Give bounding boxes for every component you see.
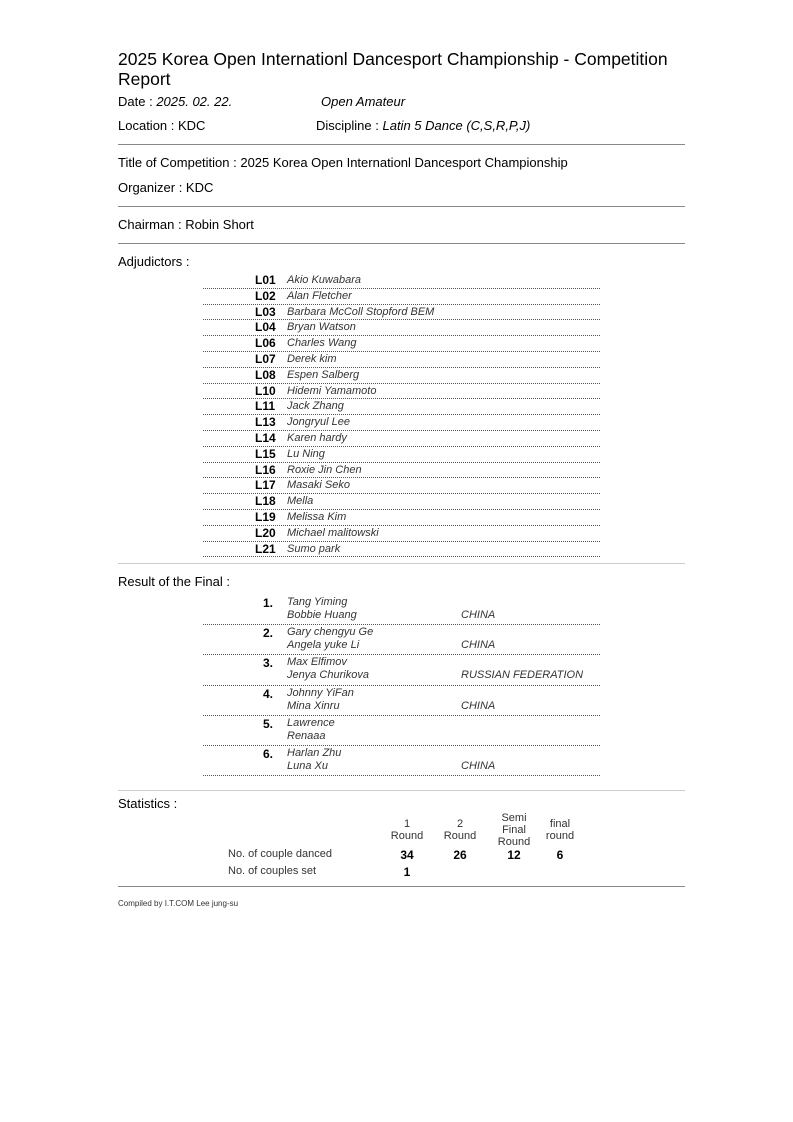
divider xyxy=(118,563,685,564)
follower-name: Jenya Churikova xyxy=(287,669,369,682)
stats-value: 34 xyxy=(400,848,414,862)
result-position: 6. xyxy=(263,746,274,761)
country: CHINA xyxy=(461,699,496,712)
country: CHINA xyxy=(461,639,496,652)
discipline-value: Latin 5 Dance (C,S,R,P,J) xyxy=(382,118,531,133)
adjudicator-code: L06 xyxy=(255,336,276,351)
adjudicator-name: Jack Zhang xyxy=(287,400,344,413)
statistics-heading: Statistics : xyxy=(118,796,178,811)
stats-value: 1 xyxy=(403,865,411,879)
adjudicator-row xyxy=(203,368,600,384)
leader-name: Gary chengyu Ge xyxy=(287,626,374,639)
adjudicator-name: Bryan Watson xyxy=(287,321,356,334)
follower-name: Mina Xinru xyxy=(287,699,340,712)
date-label: Date : xyxy=(118,94,153,109)
divider xyxy=(118,206,685,207)
result-position: 1. xyxy=(263,596,274,610)
stats-column-header: final round xyxy=(545,818,575,842)
final-results-list xyxy=(203,595,600,776)
adjudicator-code: L08 xyxy=(255,367,276,382)
adjudicator-row xyxy=(203,384,600,400)
leader-name: Tang Yiming xyxy=(287,596,348,608)
discipline-row xyxy=(316,118,530,133)
country: CHINA xyxy=(461,759,496,772)
adjudicator-row xyxy=(203,305,600,321)
stats-value: 26 xyxy=(453,848,467,862)
adjudicator-row xyxy=(203,526,600,542)
adjudicators-heading: Adjudictors : xyxy=(118,254,190,269)
adjudicator-code: L19 xyxy=(255,509,276,524)
adjudicator-name: Karen hardy xyxy=(287,431,347,444)
result-row xyxy=(203,746,600,776)
adjudicator-row xyxy=(203,510,600,526)
adjudicator-row xyxy=(203,447,600,463)
adjudicator-name: Melissa Kim xyxy=(287,510,347,523)
adjudicator-row xyxy=(203,415,600,431)
follower-name: Luna Xu xyxy=(287,759,328,772)
adjudicators-list xyxy=(203,273,600,557)
adjudicator-name: Jongryul Lee xyxy=(287,416,350,429)
adjudicator-code: L02 xyxy=(255,288,276,303)
result-row xyxy=(203,716,600,746)
stats-column-header: 2 Round xyxy=(443,818,477,842)
leader-name: Johnny YiFan xyxy=(287,686,354,699)
adjudicator-row xyxy=(203,494,600,510)
adjudicator-code: L10 xyxy=(255,383,276,398)
adjudicator-code: L13 xyxy=(255,415,276,430)
follower-name: Renaaa xyxy=(287,729,326,742)
report-title: 2025 Korea Open Internationl Dancesport Championship - Competition Report xyxy=(118,49,668,89)
adjudicator-name: Derek kim xyxy=(287,352,337,365)
date-row xyxy=(118,94,232,109)
adjudicator-row xyxy=(203,399,600,415)
adjudicator-code: L07 xyxy=(255,351,276,366)
adjudicator-name: Sumo park xyxy=(287,542,341,555)
adjudicator-row xyxy=(203,431,600,447)
result-position: 5. xyxy=(263,716,274,731)
follower-name: Angela yuke Li xyxy=(287,639,360,652)
stats-row-label: No. of couple danced xyxy=(228,848,332,860)
leader-name: Harlan Zhu xyxy=(287,746,342,759)
adjudicator-name: Hidemi Yamamoto xyxy=(287,384,377,397)
divider xyxy=(118,243,685,244)
adjudicator-name: Akio Kuwabara xyxy=(287,274,361,286)
adjudicator-code: L15 xyxy=(255,446,276,461)
divider xyxy=(118,144,685,145)
adjudicator-code: L14 xyxy=(255,430,276,445)
result-position: 3. xyxy=(263,656,274,671)
result-row xyxy=(203,625,600,655)
results-heading: Result of the Final : xyxy=(118,574,230,589)
adjudicator-name: Charles Wang xyxy=(287,337,357,350)
adjudicator-name: Michael malitowski xyxy=(287,526,379,539)
stats-row-label: No. of couples set xyxy=(228,865,317,877)
country: RUSSIAN FEDERATION xyxy=(461,669,584,682)
date-value: 2025. 02. 22. xyxy=(156,94,233,109)
adjudicator-row xyxy=(203,289,600,305)
country: CHINA xyxy=(461,609,496,621)
adjudicator-code: L03 xyxy=(255,304,276,319)
adjudicator-row xyxy=(203,273,600,289)
adjudicator-code: L17 xyxy=(255,478,276,493)
adjudicator-row xyxy=(203,320,600,336)
discipline-label: Discipline : xyxy=(316,118,379,133)
follower-name: Bobbie Huang xyxy=(287,609,357,621)
adjudicator-code: L04 xyxy=(255,320,276,335)
result-position: 4. xyxy=(263,686,274,701)
adjudicator-code: L16 xyxy=(255,462,276,477)
competition-title: Title of Competition : 2025 Korea Open Internationl Dancesport Championship xyxy=(118,155,568,170)
adjudicator-name: Mella xyxy=(287,495,314,508)
adjudicator-name: Espen Salberg xyxy=(287,368,360,381)
leader-name: Max Elfimov xyxy=(287,656,347,669)
category: Open Amateur xyxy=(321,94,406,109)
result-row xyxy=(203,595,600,625)
result-position: 2. xyxy=(263,626,274,641)
footer-credit: Compiled by I.T.COM Lee jung-su xyxy=(118,899,239,908)
leader-name: Lawrence xyxy=(287,716,335,729)
adjudicator-row xyxy=(203,463,600,479)
chairman: Chairman : Robin Short xyxy=(118,217,254,232)
adjudicator-name: Masaki Seko xyxy=(287,479,350,492)
stats-column-header: Semi Final Round xyxy=(497,812,531,848)
stats-column-header: 1 Round xyxy=(390,818,424,842)
adjudicator-code: L18 xyxy=(255,494,276,509)
adjudicator-row xyxy=(203,336,600,352)
adjudicator-name: Roxie Jin Chen xyxy=(287,463,362,476)
result-row xyxy=(203,686,600,716)
divider xyxy=(118,886,685,887)
adjudicator-name: Alan Fletcher xyxy=(287,289,352,302)
stats-value: 12 xyxy=(507,848,521,862)
adjudicator-code: L11 xyxy=(255,399,276,414)
stats-value: 6 xyxy=(556,848,564,862)
adjudicator-name: Lu Ning xyxy=(287,447,325,460)
adjudicator-row xyxy=(203,352,600,368)
organizer: Organizer : KDC xyxy=(118,180,214,195)
adjudicator-row xyxy=(203,478,600,494)
location: Location : KDC xyxy=(118,118,206,133)
adjudicator-code: L20 xyxy=(255,525,276,540)
adjudicator-code: L01 xyxy=(255,273,276,287)
adjudicator-name: Barbara McColl Stopford BEM xyxy=(287,305,435,318)
divider xyxy=(118,790,685,791)
result-row xyxy=(203,655,600,685)
adjudicator-code: L21 xyxy=(255,541,276,556)
adjudicator-row xyxy=(203,542,600,558)
